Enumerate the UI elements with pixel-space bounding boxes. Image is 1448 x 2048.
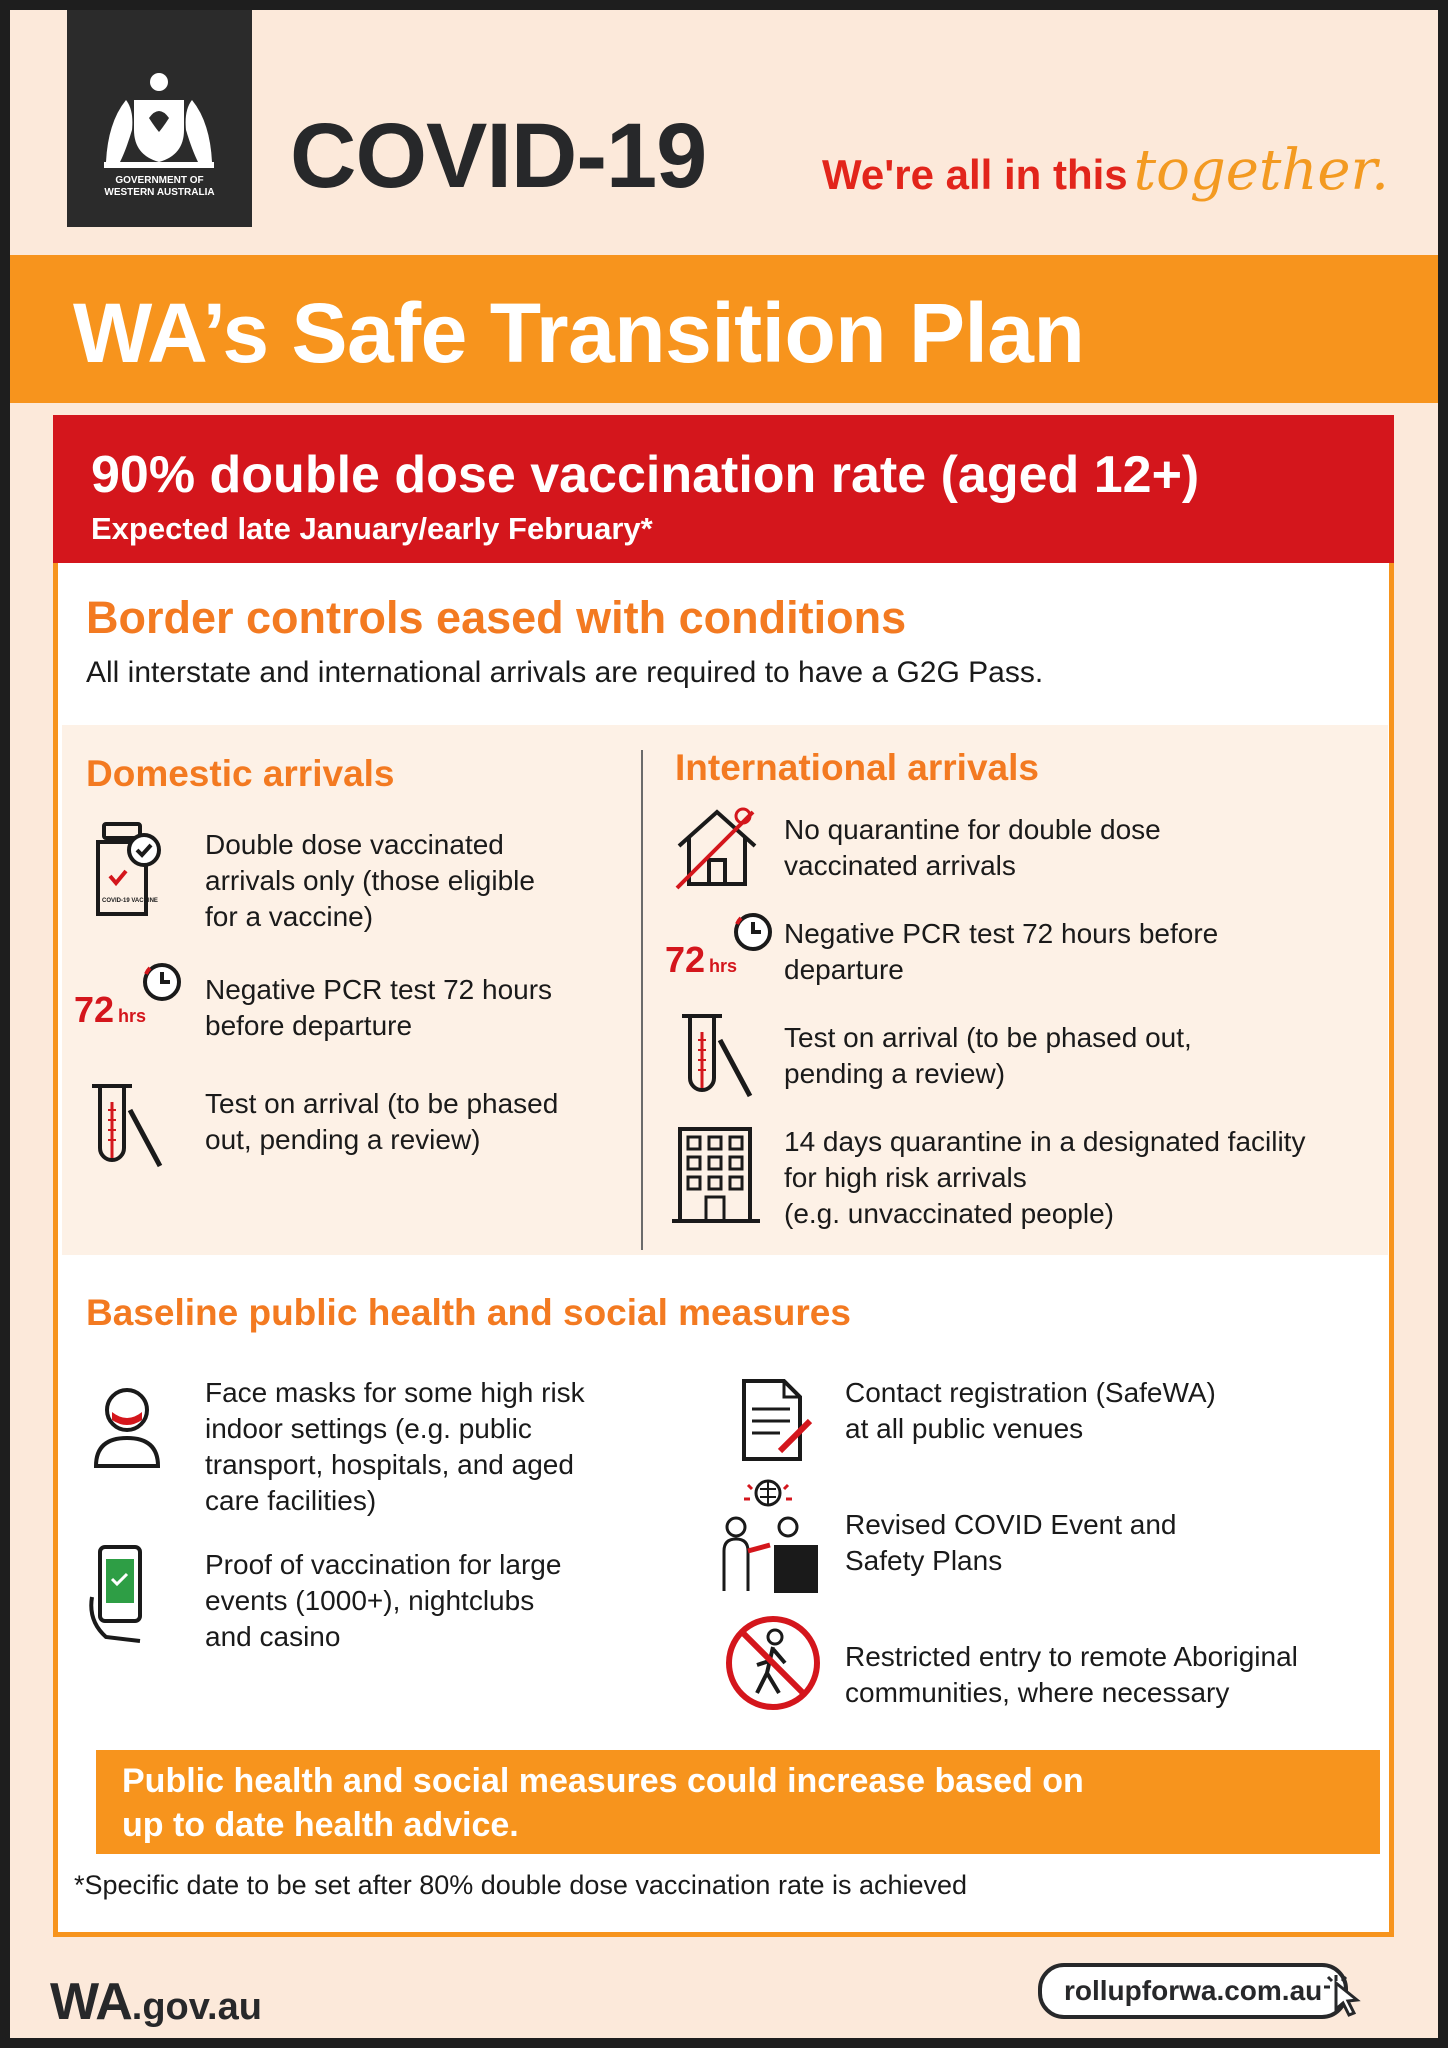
item-line: Double dose vaccinated <box>205 829 504 860</box>
international-item-2 <box>784 916 1218 988</box>
phone-vaccination-proof-icon <box>88 1543 158 1643</box>
rollup-link-text: rollupforwa.com.au <box>1064 1975 1323 2006</box>
item-line: departure <box>784 954 904 985</box>
tagline-main: We're all in this <box>822 151 1128 198</box>
contact-registration-icon <box>736 1377 816 1463</box>
callout-line: up to date health advice. <box>122 1806 519 1844</box>
72hrs-clock-icon <box>665 910 781 982</box>
no-home-quarantine-icon <box>673 802 763 892</box>
item-line: Restricted entry to remote Aboriginal <box>845 1641 1298 1672</box>
baseline-title: Baseline public health and social measures <box>86 1292 851 1333</box>
international-item-4 <box>784 1124 1305 1232</box>
item-line: transport, hospitals, and aged <box>205 1449 574 1480</box>
item-line: arrivals only (those eligible <box>205 865 535 896</box>
hrs-number: 72 <box>665 939 706 980</box>
vial-label: COVID-19 VACCINE <box>102 898 158 904</box>
international-item-1 <box>784 812 1161 884</box>
item-line: at all public venues <box>845 1413 1084 1444</box>
item-line: before departure <box>205 1010 413 1041</box>
milestone-headline: 90% double dose vaccination rate (aged 12+) <box>91 446 1200 504</box>
plan-banner <box>10 255 1438 403</box>
crest-caption <box>67 175 252 199</box>
crest-caption-line: WESTERN AUSTRALIA <box>104 187 215 198</box>
item-line: vaccinated arrivals <box>784 850 1016 881</box>
border-section-subtitle: All interstate and international arrivals are required to have a G2G Pass. <box>86 656 1044 689</box>
domestic-title: Domestic arrivals <box>86 753 395 794</box>
vaccine-vial-icon <box>88 820 168 920</box>
event-plan-icon <box>718 1475 828 1595</box>
item-line: Test on arrival (to be phased out, <box>784 1022 1192 1053</box>
test-tube-icon <box>86 1080 166 1172</box>
item-line: out, pending a review) <box>205 1124 481 1155</box>
face-mask-person-icon <box>90 1380 164 1470</box>
item-line: 14 days quarantine in a designated facility <box>784 1126 1306 1157</box>
poster <box>10 10 1438 2038</box>
hrs-number: 72 <box>74 989 115 1030</box>
domestic-item-3 <box>205 1086 558 1158</box>
international-item-3 <box>784 1020 1192 1092</box>
international-title: International arrivals <box>675 747 1039 788</box>
baseline-item-event <box>845 1507 1177 1579</box>
domestic-item-2 <box>205 972 552 1044</box>
arrivals-divider <box>641 750 643 1250</box>
item-line: care facilities) <box>205 1485 377 1516</box>
item-line: pending a review) <box>784 1058 1006 1089</box>
test-tube-icon <box>676 1010 756 1102</box>
item-line: Face masks for some high risk <box>205 1377 585 1408</box>
footnote: *Specific date to be set after 80% double dose vaccination rate is achieved <box>74 1870 968 1900</box>
item-line: for high risk arrivals <box>784 1162 1027 1193</box>
item-line: No quarantine for double dose <box>784 814 1161 845</box>
covid-title: COVID-19 <box>290 105 707 207</box>
item-line: and casino <box>205 1621 341 1652</box>
item-line: events (1000+), nightclubs <box>205 1585 535 1616</box>
crest-caption-line: GOVERNMENT OF <box>115 175 204 186</box>
tagline-script: together. <box>1133 138 1389 203</box>
item-line: Proof of vaccination for large <box>205 1549 562 1580</box>
restricted-entry-icon <box>723 1613 823 1713</box>
hrs-unit: hrs <box>118 1006 147 1026</box>
wa-government-logo <box>67 10 252 227</box>
item-line: Negative PCR test 72 hours <box>205 974 553 1005</box>
item-line: Contact registration (SafeWA) <box>845 1377 1216 1408</box>
milestone-bar <box>53 415 1394 563</box>
border-section-title: Border controls eased with conditions <box>86 592 907 643</box>
item-line: indoor settings (e.g. public <box>205 1413 532 1444</box>
domestic-item-1 <box>205 827 535 935</box>
content-frame <box>53 415 1394 1937</box>
coat-of-arms-icon <box>94 70 224 170</box>
item-line: Negative PCR test 72 hours before <box>784 918 1219 949</box>
item-line: (e.g. unvaccinated people) <box>784 1198 1114 1229</box>
item-line: communities, where necessary <box>845 1677 1230 1708</box>
item-line: for a vaccine) <box>205 901 374 932</box>
plan-title: WA’s Safe Transition Plan <box>73 286 1085 380</box>
wa-logo-domain: .gov.au <box>131 1986 262 2028</box>
wa-gov-link[interactable] <box>50 1972 262 2032</box>
baseline-item-masks <box>205 1375 585 1519</box>
callout-line: Public health and social measures could increase based on <box>122 1762 1084 1800</box>
hrs-unit: hrs <box>709 956 738 976</box>
advice-callout <box>96 1750 1380 1854</box>
baseline-item-contact <box>845 1375 1216 1447</box>
item-line: Revised COVID Event and <box>845 1509 1177 1540</box>
baseline-item-restricted <box>845 1639 1298 1711</box>
quarantine-building-icon <box>670 1125 762 1225</box>
wa-logo-mark: WA <box>50 1973 132 2031</box>
item-line: Test on arrival (to be phased <box>205 1088 559 1119</box>
tagline <box>822 138 1389 203</box>
72hrs-clock-icon <box>74 960 190 1032</box>
cursor-click-icon <box>1322 1973 1366 2017</box>
milestone-expected: Expected late January/early February* <box>91 511 653 546</box>
baseline-item-proof <box>205 1547 561 1655</box>
item-line: Safety Plans <box>845 1545 1003 1576</box>
rollup-link[interactable] <box>1038 1963 1348 2019</box>
